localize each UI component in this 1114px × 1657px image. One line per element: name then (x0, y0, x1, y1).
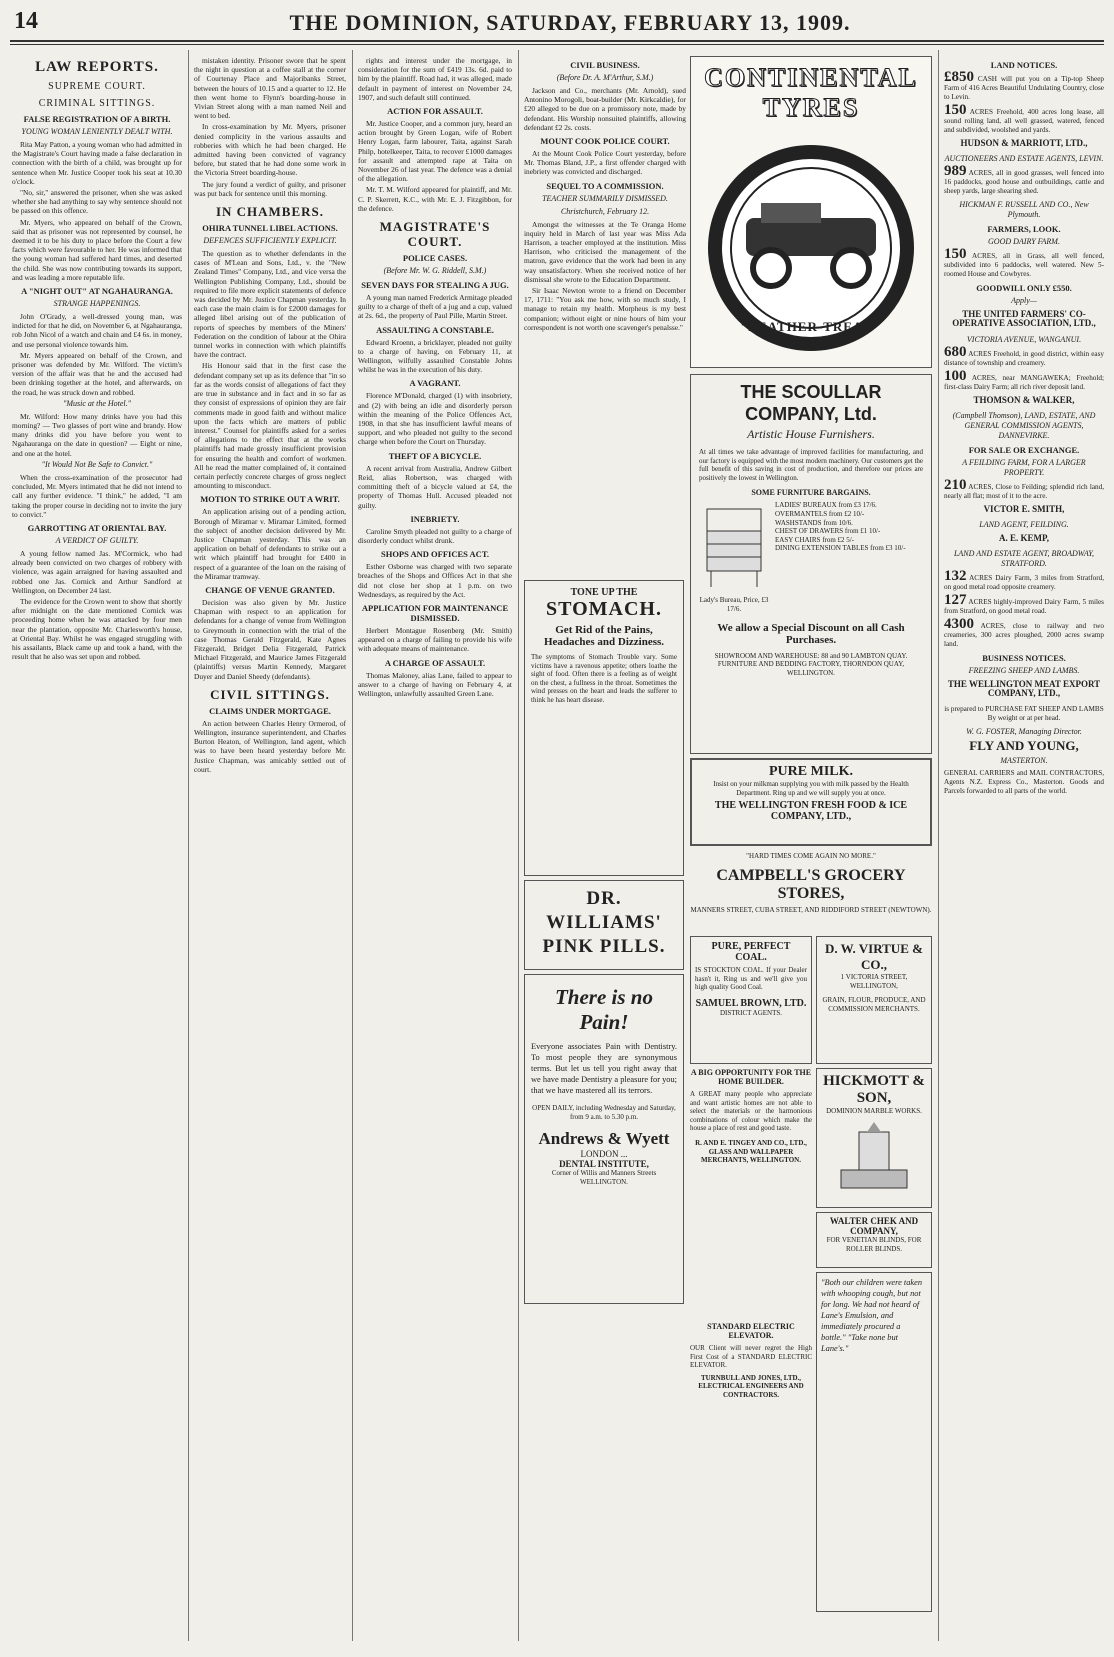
article-paragraph: An application arising out of a pending action, Borough of Miramar v. Miramar Limited, formed the subject of another decision delivered by Mr. Justice Chapman yesterday. This was an application on behalf of defendants to strike out a writ which plaintiff had brought for £400 in respect of a guarantee of the loan on the raising of the Miramar tramway. (194, 507, 346, 581)
scoullar-bargains-heading: SOME FURNITURE BARGAINS. (751, 488, 871, 498)
article-subheadline: "It Would Not Be Safe to Convict." (41, 459, 153, 469)
article-headline: INEBRIETY. (410, 513, 460, 524)
article-paragraph: At the Mount Cook Police Court yesterday, before Mr. Thomas Bland, J.P., a first offender charged with inebriety was convicted and discharged. (524, 149, 686, 177)
bargain-item: WASHSTANDS from 10/6. (775, 518, 853, 527)
article-paragraph: The jury found a verdict of guilty, and prisoner was put back for sentence until this morning. (194, 179, 346, 198)
article-headline: CHANGE OF VENUE GRANTED. (205, 584, 335, 595)
court-heading: SUPREME COURT. (48, 81, 146, 92)
coal-ad (690, 936, 812, 1064)
fly-text: GENERAL CARRIERS and MAIL CONTRACTORS, Agents N.Z. Express Co., Masterton. Goods and Parcels forwarded to all parts of the world. (944, 768, 1104, 795)
coal-title: PURE, PERFECT COAL. (711, 941, 791, 963)
section-heading: IN CHAMBERS. (215, 204, 325, 220)
article-headline: THEFT OF A BICYCLE. (388, 450, 482, 461)
article-headline: APPLICATION FOR MAINTENANCE DISMISSED. (361, 602, 509, 623)
land-ad: 132 ACRES Dairy Farm, 3 miles from Stratford, on good metal road opposite creamery. (944, 568, 1104, 592)
land-ad: 680 ACRES Freehold, in good district, within easy distance of township and creamery. (944, 343, 1104, 367)
land-ad: 989 ACRES, all in good grasses, well fenced into 16 paddocks, good house and outbuildings, cattle and sheep yards, large shearing shed. (944, 163, 1104, 196)
virtue-ad (816, 936, 932, 1064)
dentist-name: Andrews & Wyett (538, 1129, 670, 1149)
coal-body: IS STOCKTON COAL. If your Dealer hasn't it, Ring us and we'll give you high quality Good Coal. (695, 966, 807, 992)
article-paragraph: John O'Grady, a well-dressed young man, was indicted for that he did, on November 6, at Ngahauranga, rob John Nicol of a watch and chain and £4 6s. in money, and use personal violence towards him. (12, 312, 182, 349)
agent-sub: AUCTIONEERS AND ESTATE AGENTS, LEVIN. (944, 154, 1104, 164)
article-paragraph: mistaken identity. Prisoner swore that he spent the night in question at a coffee stall at the corner of Courtenay Place and Majoribanks Street, between the hours of 10.15 and a quarter to 12. He then went home to Flynn's boarding-house in Vivian Street along with a man named Neil and went to bed. (194, 56, 346, 121)
article-paragraph: Mr. Myers, who appeared on behalf of the Crown, said that as prisoner was not represented by counsel, he deemed it to be his duty to place before the Court a few facts which were favourable to her. He was informed that the young woman had suffered hard times, and deserted the child. She was now contributing towards its support, and was leading a more reputable life. (12, 217, 182, 282)
bargain-item: OVERMANTELS from £2 10/- (775, 509, 865, 518)
scoullar-name: THE SCOULLAR COMPANY, Ltd. (740, 382, 882, 424)
article-subheadline: YOUNG WOMAN LENIENTLY DEALT WITH. (21, 127, 173, 136)
land-ad: 127 ACRES highly-improved Dairy Farm, 5 miles from Stratford, on good metal road. (944, 592, 1104, 616)
elevator-ad (690, 1322, 812, 1612)
agent-name: A. E. KEMP, (999, 533, 1049, 544)
stomach-subheadline: Get Rid of the Pains, Headaches and Dizziness. (543, 624, 665, 648)
article-paragraph: Amongst the witnesses at the Te Oranga Home inquiry held in March of last year was Miss Ada Harrison, a teacher employed at the institution. Miss Harrison, who criticised the management of the matron, gave evidence that the work had been in any way unsatisfactory. When she received notice of her dismissal she wrote to the Education Department. (524, 219, 686, 284)
article-paragraph: Decision was also given by Mr. Justice Chapman with respect to an application for defendants for a change of venue from Wellington to Greymouth in connection with the trial of the case Thomas Gerald Fitzgerald, Kate Agnes Fitzgerald, Bridget Delia Fitzgerald, Patrick Michael Fitzgerald, and Maurice James Fitzgerald (plaintiffs) versus Martin Kennedy, Margaret Duyer and Daniel Sheedy (defendants). (194, 597, 346, 681)
pink-pills-headline: DR. WILLIAMS' PINK PILLS. (542, 888, 666, 957)
dentist-body: Everyone associates Pain with Dentistry. To most people they are synonymous terms. But let us tell you right away that we have made Dentistry a pleasure for you; that we have mastered all its terrors. (531, 1042, 677, 1095)
agent-sub: HICKMAN F. RUSSELL AND CO., New Plymouth. (959, 200, 1089, 220)
magistrate-byline: (Before Dr. A. M'Arthur, S.M.) (556, 73, 654, 82)
milk-title: PURE MILK. (769, 764, 853, 779)
article-headline: A "NIGHT OUT" AT NGAHAURANGA. (21, 286, 173, 297)
article-paragraph: When the cross-examination of the prosecutor had concluded, Mr. Myers intimated that he did not intend to call any further evidence. "I think," he added, "I am taking the proper course in deciding not to invite the jury to convict." (12, 472, 182, 519)
agent-sub: VICTORIA AVENUE, WANGANUI. (966, 334, 1082, 344)
article-headline: ASSAULTING A CONSTABLE. (376, 324, 494, 335)
lanes-emulsion-ad (816, 1272, 932, 1612)
agent-name: FLY AND YOUNG, (969, 737, 1079, 753)
scoullar-body: At all times we take advantage of improved facilities for manufacturing, and our factory is equipped with the most modern machinery. Our customers get the full benefit of this saving in cost of production, and therefore our prices are positively the lowest in Wellington. (699, 448, 923, 482)
article-headline: GARROTTING AT ORIENTAL BAY. (27, 522, 167, 533)
virtue-name: D. W. VIRTUE & CO., (825, 941, 923, 972)
land-ad: 100 ACRES, near MANGAWEKA; Freehold; first-class Dairy Farm; all rich river deposit land. (944, 367, 1104, 391)
article-headline: MOTION TO STRIKE OUT A WRIT. (200, 494, 340, 505)
column-rule (188, 50, 189, 1641)
article-paragraph: A recent arrival from Australia, Andrew Gilbert Reid, alias Robertson, was charged with committing theft of a bicycle valued at £4, the property of Thomas Hull. Accused pleaded not guilty. (358, 463, 512, 510)
land-notices-column (944, 56, 1104, 1646)
section-heading: FOR SALE OR EXCHANGE. (968, 444, 1080, 455)
dentist-institute: DENTAL INSTITUTE, (559, 1159, 649, 1170)
builder-heading: A BIG OPPORTUNITY FOR THE HOME BUILDER. (690, 1068, 812, 1086)
land-ad: 150 ACRES, all in Grass, all well fenced, subdivided into 6 paddocks, well watered. New 5-roomed House and Cowbyres. (944, 246, 1104, 279)
article-paragraph: Mr. Justice Cooper, and a common jury, heard an action brought by Green Logan, wife of Robert Henry Logan, farm labourer, Taita, against Sarah Philp, hotelkeeper, Taita, to recover £1000 damages for assault and attempted rape at Taita on November 26 of last year. The defence was a denial of the allegation. (358, 119, 512, 184)
article-paragraph: A young fellow named Jas. M'Cormick, who had already been convicted on two charges of robbery with violence, was again arraigned for having assaulted and robbed one Jas. Cornick and Arthur Sandford at Wellington, on December 24 last. (12, 548, 182, 595)
article-paragraph: Herbert Montague Rosenberg (Mr. Smith) appeared on a charge of failing to provide his wife with adequate means of maintenance. (358, 625, 512, 654)
article-paragraph: A young man named Frederick Armitage pleaded guilty to a charge of theft of a jug and a cup, valued at 2s. 6d., the property of Paul Pille, Martin Street. (358, 293, 512, 321)
tingey-name: R. AND E. TINGEY AND CO., LTD., GLASS AND WALLPAPER MERCHANTS, WELLINGTON. (695, 1138, 807, 1165)
article-headline: MOUNT COOK POLICE COURT. (540, 136, 670, 147)
section-heading: FARMERS, LOOK. (987, 224, 1061, 235)
article-paragraph: Mr. Myers appeared on behalf of the Crown, and prisoner was defended by Mr. Wilford. The victim's version of the affair was that he and the accused had been drinking together at the hotel, and afterwards, on the road, he was struck down and robbed. (12, 350, 182, 397)
lane-quote: "Both our children were taken with whooping cough, but not for long. We had not heard of Lane's Emulsion, and immediately procured a bottle." "Take none but Lane's." (821, 1278, 923, 1353)
article-paragraph: In cross-examination by Mr. Myers, prisoner denied complicity in the various assaults and robberies with which he had been charged. He admitted having been convicted of vagrancy before, but stated that he had done some work in the Victoria Street boarding-house. (194, 122, 346, 178)
article-paragraph: An action between Charles Henry Ormerod, of Wellington, insurance superintendent, and Charles Burton Heaton, of Wellington, land agent, which was to have been heard yesterday before Mr. Justice Chapman, was amicably settled out of court. (194, 718, 346, 774)
scoullar-furniture-ad (690, 374, 932, 754)
article-subheadline: TEACHER SUMMARILY DISMISSED. (542, 193, 668, 203)
masthead-rule (10, 40, 1104, 42)
scoullar-subtitle: Artistic House Furnishers. (747, 427, 875, 441)
agent-sub: W. G. FOSTER, Managing Director. (966, 726, 1082, 736)
article-paragraph: Caroline Smyth pleaded not guilty to a charge of disorderly conduct whilst drunk. (358, 526, 512, 545)
meat-text: is prepared to PURCHASE FAT SHEEP AND LAMBS By weight or at per head. (944, 704, 1104, 722)
agent-name: THOMSON & WALKER, (973, 394, 1075, 405)
stomach-ad (524, 580, 684, 876)
section-subheading: GOOD DAIRY FARM. (988, 237, 1060, 247)
bargain-item: LADIES' BUREAUX from £3 17/6. (775, 501, 877, 510)
column-rule (352, 50, 353, 1641)
page-number: 14 (14, 8, 38, 34)
stomach-body: The symptoms of Stomach Trouble vary. Some victims have a ravenous appetite; others loathe the sight of food. Often there is a feeling as of weight on the chest, a fullness in the throat. Sometimes the wind presses on the heart and leads the sufferer to think he has heart disease. (531, 653, 677, 704)
virtue-address: 1 VICTORIA STREET, WELLINGTON, (840, 973, 908, 990)
pure-milk-ad (690, 758, 932, 846)
section-heading: MAGISTRATE'S COURT. (379, 219, 491, 250)
section-heading: CIVIL SITTINGS. (210, 686, 330, 702)
dentist-address: Corner of Willis and Manners Streets WELLINGTON. (551, 1169, 657, 1186)
agent-sub: LAND AND ESTATE AGENT, BROADWAY, STRATFORD. (953, 549, 1095, 569)
builder-body: A GREAT many people who appreciate and want artistic homes are not able to select the materials or the harmonious combinations of colour which make the house a place of rest and good taste. (690, 1090, 812, 1133)
masthead-rule-thin (10, 44, 1104, 45)
article-headline: POLICE CASES. (402, 253, 468, 264)
article-headline: CLAIMS UNDER MORTGAGE. (209, 705, 331, 716)
hickmott-ad (816, 1068, 932, 1208)
section-subheading: FREEZING SHEEP AND LAMBS. (968, 666, 1080, 676)
milk-body: Insist on your milkman supplying you with milk passed by the Health Department. Ring up and we will supply you at once. (713, 780, 909, 797)
article-paragraph: The question as to whether defendants in the cases of M'Lean and Sons, Ltd., v. the "New Zealand Times" Company, Ltd., and vice versa the Wellington Publishing Company, Ltd., should be required to file more explicit statements of defence was decided by Mr. Justice Chapman yesterday. In each case the main claim is for £2000 damages for alleged libel arising out of the publication of reports of speeches by members of the Miners' Federation on the condition of labour at the Ohira tunnel works in connection with which plaintiffs have the contract. (194, 249, 346, 360)
article-headline: A CHARGE OF ASSAULT. (384, 657, 486, 668)
article-subheadline: STRANGE HAPPENINGS. (53, 299, 141, 309)
scoullar-address: SHOWROOM AND WAREHOUSE: 88 and 90 LAMBTON QUAY. FURNITURE AND BEDDING FACTORY, THORNDON QUAY, WELLINGTON. (714, 651, 908, 677)
article-paragraph: Mr. Wilford: How many drinks have you had this morning? — Two glasses of port wine and brandy. How many drinks did you have before you went to Ngahauranga on the date in question? — Eight or nine, and one at the hotel. (12, 411, 182, 458)
agent-sub: LAND AGENT, FEILDING. (979, 520, 1069, 530)
elevator-title: STANDARD ELECTRIC ELEVATOR. (707, 1322, 795, 1340)
chambers-column (194, 56, 346, 1646)
turnbull-name: TURNBULL AND JONES, LTD., ELECTRICAL ENGINEERS AND CONTRACTORS. (698, 1373, 804, 1399)
bargain-item: EASY CHAIRS from £2 5/- (775, 535, 855, 544)
article-headline: FALSE REGISTRATION OF A BIRTH. (23, 114, 171, 124)
bargain-item: CHEST OF DRAWERS from £1 10/- (775, 527, 881, 536)
article-paragraph: Jackson and Co., merchants (Mr. Arnold), sued Antonino Morogoli, boat-builder (Mr. Kirkcaldie), for £20 alleged to be due on a promissory note, made by defendant. His Worship nonsuited plaintiffs, allowing defendant £2 2s. costs. (524, 86, 686, 132)
article-paragraph: "No, sir," answered the prisoner, when she was asked whether she had anything to say why sentence should not be passed on this offence. (12, 188, 182, 216)
land-ad: 210 ACRES, Close to Feilding; splendid rich land, nearly all flat; most of it to the acre. (944, 476, 1104, 500)
column-rule (938, 50, 939, 1641)
dentist-ad (524, 974, 684, 1304)
apply-line: Apply— (1011, 296, 1037, 306)
article-subheadline: A VERDICT OF GUILTY. (55, 535, 139, 545)
article-paragraph: Esther Osborne was charged with two separate breaches of the Shops and Offices Act in that she did not close her shop at 1 p.m. on two Wednesdays, as required by the Act. (358, 562, 512, 599)
hickmott-name: HICKMOTT & SON, (823, 1073, 925, 1106)
agent-name: HUDSON & MARRIOTT, LTD., (960, 138, 1088, 148)
bureau-illustration (699, 501, 769, 591)
article-paragraph: The evidence for the Crown went to show that shortly after midnight on the date mentioned Cornick was proceeding home when he was attacked by four men near the plantation, opposite Mr. Charlesworth's house, at Oriental Bay. Whilst he was engaged struggling with his assailants, Black came up and took a hand, with the result that he also was set upon and robbed. (12, 596, 182, 662)
article-paragraph: Mr. T. M. Wilford appeared for plaintiff, and Mr. C. P. Skerrett, K.C., with Mr. E. J. Fitzgibbon, for the defence. (358, 185, 512, 213)
column-rule (518, 50, 519, 1641)
milk-company: THE WELLINGTON FRESH FOOD & ICE COMPANY, LTD., (714, 800, 908, 823)
article-headline: SEQUEL TO A COMMISSION. (546, 180, 664, 191)
stomach-headline: STOMACH. (546, 598, 662, 620)
brown-sub: DISTRICT AGENTS. (719, 1008, 783, 1017)
law-reports-column (12, 56, 182, 1646)
article-headline: SHOPS AND OFFICES ACT. (380, 549, 489, 560)
home-builder-ad (690, 1068, 812, 1318)
agent-name: THE WELLINGTON MEAT EXPORT COMPANY, LTD., (947, 679, 1101, 699)
brown-name: SAMUEL BROWN, LTD. (695, 997, 807, 1009)
land-ad: 150 ACRES Freehold, 400 acres long lease, all sound rolling land, all well grassed, watered, fenced and subdivided, woolshed and yards. (944, 102, 1104, 134)
dentist-hours: OPEN DAILY, including Wednesday and Saturday, from 9 a.m. to 5.30 p.m. (532, 1104, 676, 1121)
article-headline: A VAGRANT. (409, 378, 461, 389)
sittings-heading: CRIMINAL SITTINGS. (38, 98, 156, 109)
magistrate-byline: (Before Mr. W. G. Riddell, S.M.) (383, 266, 487, 276)
elevator-body: OUR Client will never regret the High First Cost of a STANDARD ELECTRIC ELEVATOR. (690, 1344, 812, 1370)
scoullar-discount: We allow a Special Discount on all Cash Purchases. (717, 621, 905, 646)
agent-name: VICTOR E. SMITH, (983, 503, 1065, 514)
article-paragraph: Florence M'Donald, charged (1) with insobriety, and (2) with being an idle and disorderly person within the meaning of the Police Offences Act, 1908, in that she has insufficient lawful means of support, and who pleaded not guilty to the second charge when before the Court on Thursday. (358, 391, 512, 447)
article-headline: SEVEN DAYS FOR STEALING A JUG. (361, 280, 509, 291)
agent-sub: MASTERTON. (1000, 755, 1048, 765)
section-heading: LAND NOTICES. (990, 60, 1058, 70)
bargain-list (775, 501, 923, 613)
campbells-grocery-ad (690, 852, 932, 932)
blinds-ad (816, 1212, 932, 1268)
article-paragraph: Rita May Patton, a young woman who had admitted in the Magistrate's Court having made a false declaration in connection with the birth of a child, was brought up for sentence when Mr. Justice Cooper took his seat at 10.30 o'clock. (12, 140, 182, 186)
civil-business-column (524, 56, 686, 576)
article-headline: OHIRA TUNNEL LIBEL ACTIONS. (202, 223, 338, 234)
continental-tyres-ad (690, 56, 932, 368)
tyres-brand: CONTINENTAL TYRES (704, 63, 918, 122)
campbell-address: MANNERS STREET, CUBA STREET, AND RIDDIFORD STREET (NEWTOWN). (690, 905, 932, 914)
dentist-city: LONDON ... (580, 1149, 628, 1160)
campbell-name: CAMPBELL'S GROCERY STORES, (716, 866, 906, 902)
land-ad: £850 CASH will put you on a Tip-top Sheep Farm of 416 Acres Beautiful Undulating Country, close to Levin. (944, 69, 1104, 101)
pink-pills-ad (524, 880, 684, 970)
monument-illustration (821, 1120, 927, 1192)
bargain-item: DINING EXTENSION TABLES from £3 10/- (775, 544, 906, 553)
newspaper-title: THE DOMINION, SATURDAY, FEBRUARY 13, 1909. (289, 10, 851, 35)
virtue-sub: GRAIN, FLOUR, PRODUCE, AND COMMISSION MERCHANTS. (822, 996, 926, 1013)
blinds-name: WALTER CHEK AND COMPANY, (829, 1216, 919, 1236)
newton-quote: Sir Isaac Newton wrote to a friend on December 17, 1711: "You ask me how, with so much study, I manage to retain my health. Morpheus is my best companion; without eight or nine hours of him your correspondent is not worth one scavenger's penalsse." (524, 286, 686, 332)
stomach-kicker: TONE UP THE (570, 587, 638, 598)
dateline: Christchurch, February 12. (560, 206, 650, 216)
magistrates-column (358, 56, 512, 1646)
article-subheadline: "Music at the Hotel." (62, 398, 132, 408)
article-paragraph: Edward Kroenn, a bricklayer, pleaded not guilty to a charge of having, on February 11, at Wellington, wilfully assaulted Constable Johns whilst he was in the execution of his duty. (358, 337, 512, 375)
section-subheading: A FEILDING FARM, FOR A LARGER PROPERTY. (962, 457, 1086, 477)
blinds-sub: FOR VENETIAN BLINDS, FOR ROLLER BLINDS. (826, 1236, 922, 1253)
section-heading: CIVIL BUSINESS. (570, 60, 640, 70)
article-paragraph: Thomas Maloney, alias Lane, failed to appear to answer to a charge of having on February 4, at Wellington, unlawfully assaulted Green Lane. (358, 670, 512, 698)
hickmott-sub: DOMINION MARBLE WORKS. (826, 1107, 922, 1115)
agent-name: THE UNITED FARMERS' CO-OPERATIVE ASSOCIATION, LTD., (952, 309, 1096, 329)
dentist-headline: There is no Pain! (554, 985, 653, 1034)
article-paragraph: rights and interest under the mortgage, in consideration for the sum of £419 13s. 6d. paid to him by the plaintiff. Road had, it was alleged, made default in payment of interest on November 24, 1907, and such default still continued. (358, 56, 512, 102)
article-paragraph: His Honour said that in the first case the defendant company set up as its defence that "in so far as the words consist of allegations of fact they are true in substance and in fact and in so far as they consist of expressions of opinion they are fair comments made in good faith and without malice upon the facts which are matters of public interest." Counsel for plaintiffs asked for a series of allegations to the effect that at the works plaintiffs had made grossly insufficient provision for ensuring the health and comfort of workmen. All he read the matter complained of, it contained certain perfectly concrete charges of gross neglect amounting to misconduct. (194, 361, 346, 491)
goodwill-line: GOODWILL ONLY £550. (976, 283, 1072, 294)
article-subheadline: DEFENCES SUFFICIENTLY EXPLICIT. (203, 236, 337, 246)
section-heading: BUSINESS NOTICES. (982, 653, 1066, 664)
bureau-caption: Lady's Bureau, Price, £3 17/6. (699, 596, 769, 613)
campbell-kicker: "HARD TIMES COME AGAIN NO MORE." (746, 852, 876, 860)
tyres-tagline: "LEATHER-TREAD" (740, 319, 882, 334)
land-ad: 4300 ACRES, close to railway and two creameries, 300 acres ploughed, 2000 acres swamp land. (944, 616, 1104, 649)
article-headline: ACTION FOR ASSAULT. (387, 106, 483, 117)
section-heading: LAW REPORTS. (35, 59, 159, 75)
agent-sub: (Campbell Thomson), LAND, ESTATE, AND GENERAL COMMISSION AGENTS, DANNEVIRKE. (952, 410, 1096, 440)
